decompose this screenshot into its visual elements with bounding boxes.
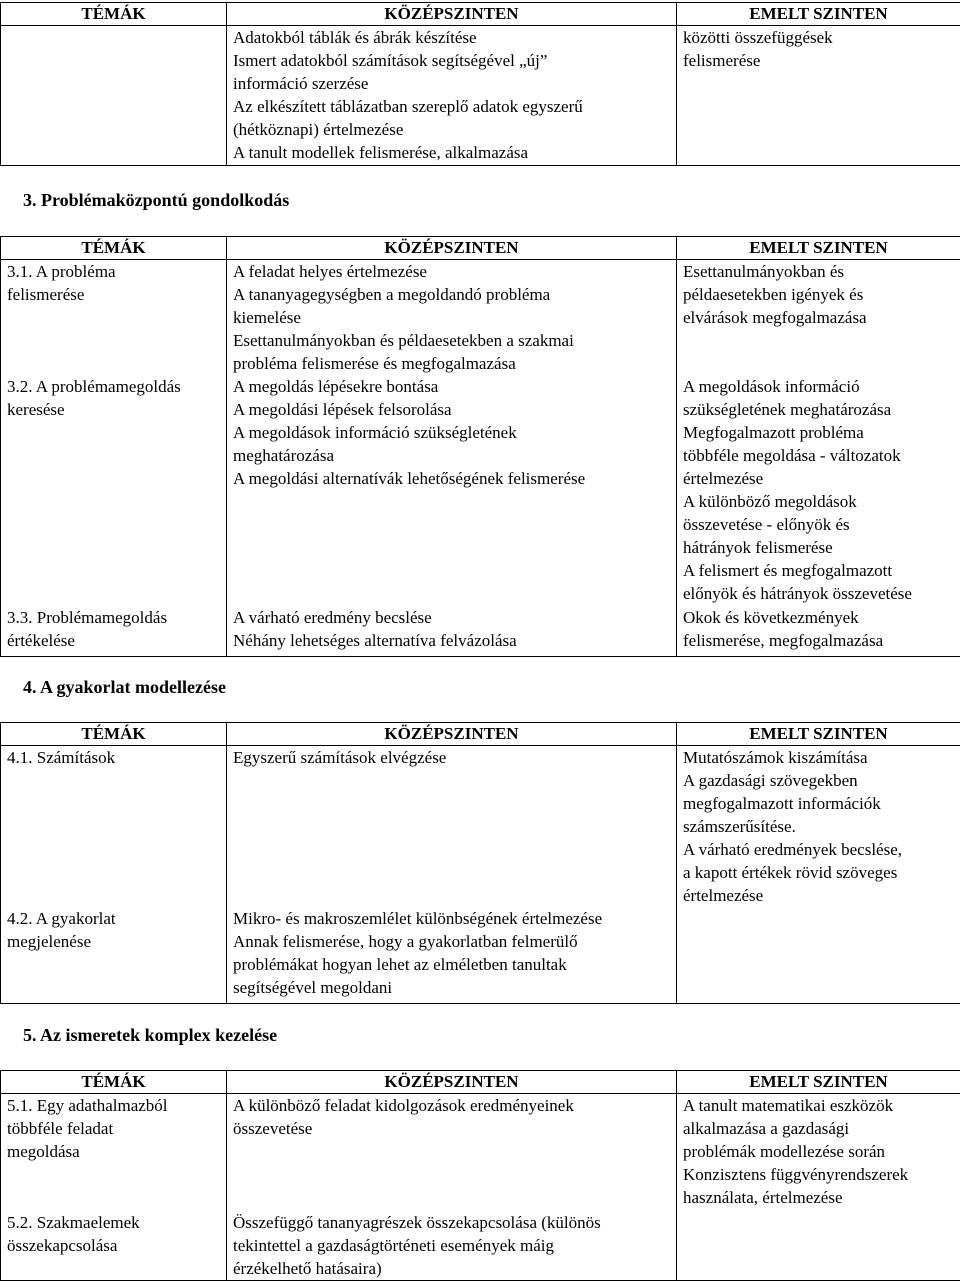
cell-line: A felismert és megfogalmazott <box>683 561 893 580</box>
table-header-row <box>1 1071 960 1094</box>
cell-line: Mutatószámok kiszámítása <box>683 748 868 767</box>
mid-cell <box>227 606 677 656</box>
right-cell <box>677 260 960 376</box>
cell-line: a kapott értékek rövid szöveges <box>683 863 898 882</box>
cell-line: A tananyagegységben a megoldandó probléma <box>233 285 551 304</box>
cell-line: megoldása <box>7 1142 80 1161</box>
cell-line: Konzisztens függvényrendszerek <box>683 1165 909 1184</box>
cell-line: Okok és következmények <box>683 608 859 627</box>
cell-line: Adatokból táblák és ábrák készítése <box>233 28 477 47</box>
cell-line: Összefüggő tananyagrészek összekapcsolása (különös <box>233 1212 601 1232</box>
cell-line: Mikro- és makroszemlélet különbségének értelmezése <box>233 909 603 928</box>
cell-line: 4.1. Számítások <box>7 748 116 767</box>
header-temak: TÉMÁK <box>1 3 227 26</box>
cell-line: A megoldás lépésekre bontása <box>233 377 439 396</box>
table-row <box>1 606 960 656</box>
topic-cell <box>1 1094 227 1211</box>
mid-cell <box>227 260 677 376</box>
cell-line: (hétköznapi) értelmezése <box>233 120 404 139</box>
header-kozepszinten: KÖZÉPSZINTEN <box>227 237 677 260</box>
topic-cell <box>1 907 227 1003</box>
mid-cell <box>227 907 677 1003</box>
cell-line: A megoldási lépések felsorolása <box>233 400 452 419</box>
cell-line: A gazdasági szövegekben <box>683 771 858 790</box>
cell-line: Egyszerű számítások elvégzése <box>233 748 447 767</box>
cell-line: szükségletének meghatározása <box>683 400 892 419</box>
table-row <box>1 907 960 1003</box>
cell-line: megjelenése <box>7 932 92 951</box>
cell-line: felismerése, megfogalmazása <box>683 631 884 650</box>
cell-line: információ szerzése <box>233 74 369 93</box>
cell-line: számszerűsítése. <box>683 817 796 836</box>
header-emelt-szinten: EMELT SZINTEN <box>677 723 960 746</box>
topic-cell <box>1 260 227 376</box>
section-3 <box>0 236 960 657</box>
cell-line: keresése <box>7 400 65 419</box>
cell-line: példaesetekben igények és <box>683 285 864 304</box>
cell-line: elvárások megfogalmazása <box>683 308 867 327</box>
cell-line: Esettanulmányokban és <box>683 262 844 281</box>
cell-line: problémák modellezése során <box>683 1142 886 1161</box>
section-5-title: 5. Az ismeretek komplex kezelése <box>23 1025 278 1045</box>
cell-line: 3.1. A probléma <box>7 262 116 281</box>
header-emelt-szinten: EMELT SZINTEN <box>677 1071 960 1094</box>
topic-cell <box>1 746 227 908</box>
cell-line: megfogalmazott információk <box>683 794 881 813</box>
right-cell <box>677 1094 960 1211</box>
cell-line: meghatározása <box>233 446 334 465</box>
cell-line: többféle feladat <box>7 1119 114 1138</box>
cell-line: A tanult modellek felismerése, alkalmazása <box>233 143 529 162</box>
cell-line: érzékelhető hatásaira) <box>233 1258 382 1278</box>
cell-line: felismerése <box>7 285 85 304</box>
mid-cell <box>227 375 677 606</box>
table-row <box>1 26 960 166</box>
cell-line: összevetése - előnyök és <box>683 515 850 534</box>
mid-cell <box>227 1094 677 1211</box>
mid-cell <box>227 26 677 166</box>
cell-line: A várható eredmény becslése <box>233 608 432 627</box>
right-cell <box>677 907 960 1003</box>
cell-line: Néhány lehetséges alternatíva felvázolása <box>233 631 517 650</box>
cell-line: Annak felismerése, hogy a gyakorlatban felmerülő <box>233 932 578 951</box>
cell-line: összevetése <box>233 1119 313 1138</box>
cell-line: többféle megoldása - változatok <box>683 446 901 465</box>
header-kozepszinten: KÖZÉPSZINTEN <box>227 1071 677 1094</box>
cell-line: segítségével megoldani <box>233 978 393 997</box>
curriculum-table-5 <box>0 1070 960 1281</box>
cell-line: értékelése <box>7 631 75 650</box>
section-4 <box>0 722 960 1004</box>
table-row <box>1 1211 960 1281</box>
header-temak: TÉMÁK <box>1 237 227 260</box>
right-cell <box>677 375 960 606</box>
cell-line: A megoldások információ <box>683 377 860 396</box>
table-row <box>1 1094 960 1211</box>
table-header-row <box>1 237 960 260</box>
curriculum-table-1 <box>0 2 960 166</box>
cell-line: A megoldási alternatívák lehetőségének felismerése <box>233 469 586 488</box>
cell-line: A várható eredmények becslése, <box>683 840 903 859</box>
cell-line: Ismert adatokból számítások segítségével „új” <box>233 51 548 70</box>
table-row <box>1 746 960 908</box>
cell-line: 5.2. Szakmaelemek <box>7 1212 140 1232</box>
topic-cell <box>1 375 227 606</box>
right-cell <box>677 746 960 908</box>
table-continuation <box>0 2 960 166</box>
table-row <box>1 375 960 606</box>
cell-line: A különböző megoldások <box>683 492 857 511</box>
cell-line: 3.3. Problémamegoldás <box>7 608 168 627</box>
cell-line: Esettanulmányokban és példaesetekben a szakmai <box>233 331 574 350</box>
cell-line: A tanult matematikai eszközök <box>683 1096 894 1115</box>
section-5 <box>0 1070 960 1281</box>
cell-line: összekapcsolása <box>7 1235 118 1255</box>
header-temak: TÉMÁK <box>1 723 227 746</box>
section-4-title: 4. A gyakorlat modellezése <box>23 677 226 697</box>
topic-cell <box>1 1211 227 1281</box>
cell-line: közötti összefüggések <box>683 28 833 47</box>
cell-line: probléma felismerése és megfogalmazása <box>233 354 516 373</box>
cell-line: hátrányok felismerése <box>683 538 833 557</box>
cell-line: előnyök és hátrányok összevetése <box>683 584 912 603</box>
topic-cell <box>1 606 227 656</box>
cell-line: A feladat helyes értelmezése <box>233 262 427 281</box>
header-emelt-szinten: EMELT SZINTEN <box>677 3 960 26</box>
mid-cell <box>227 1211 677 1281</box>
cell-line: felismerése <box>683 51 761 70</box>
cell-line: A különböző feladat kidolgozások eredményeinek <box>233 1096 574 1115</box>
cell-line: értelmezése <box>683 886 764 905</box>
cell-line: 3.2. A problémamegoldás <box>7 377 181 396</box>
cell-line: alkalmazása a gazdasági <box>683 1119 850 1138</box>
cell-line: használata, értelmezése <box>683 1188 843 1207</box>
right-cell <box>677 26 960 166</box>
header-emelt-szinten: EMELT SZINTEN <box>677 237 960 260</box>
curriculum-table-4 <box>0 722 960 1004</box>
cell-line: A megoldások információ szükségletének <box>233 423 517 442</box>
cell-line: Megfogalmazott probléma <box>683 423 864 442</box>
header-kozepszinten: KÖZÉPSZINTEN <box>227 723 677 746</box>
section-3-title: 3. Problémaközpontú gondolkodás <box>23 190 290 210</box>
table-row <box>1 260 960 376</box>
cell-line: Az elkészített táblázatban szereplő adatok egyszerű <box>233 97 583 116</box>
topic-cell <box>1 26 227 166</box>
right-cell <box>677 1211 960 1281</box>
table-header-row <box>1 723 960 746</box>
cell-line: kiemelése <box>233 308 301 327</box>
header-kozepszinten: KÖZÉPSZINTEN <box>227 3 677 26</box>
table-header-row <box>1 3 960 26</box>
cell-line: tekintettel a gazdaságtörténeti események máig <box>233 1235 554 1255</box>
cell-line: 5.1. Egy adathalmazból <box>7 1096 168 1115</box>
cell-line: problémákat hogyan lehet az elméletben tanultak <box>233 955 567 974</box>
mid-cell <box>227 746 677 908</box>
cell-line: értelmezése <box>683 469 764 488</box>
header-temak: TÉMÁK <box>1 1071 227 1094</box>
cell-line: 4.2. A gyakorlat <box>7 909 116 928</box>
curriculum-table-3 <box>0 236 960 657</box>
right-cell <box>677 606 960 656</box>
